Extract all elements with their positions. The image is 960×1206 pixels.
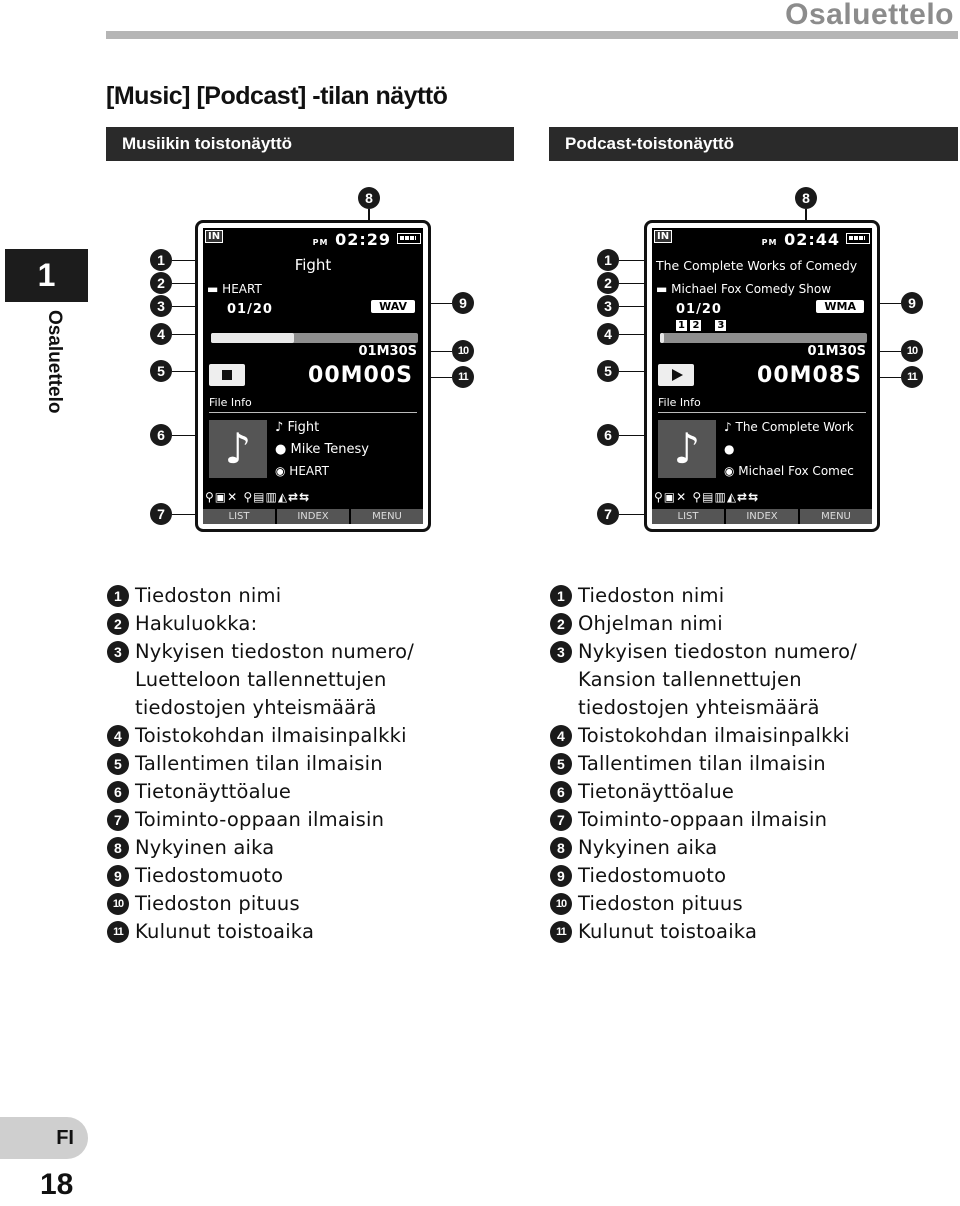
legend-text: Tiedoston pituus bbox=[578, 892, 743, 915]
file-info-label: File Info bbox=[209, 396, 252, 409]
legend-text: Tallentimen tilan ilmaisin bbox=[135, 752, 383, 775]
elapsed-time: 00M08S bbox=[757, 363, 862, 388]
legend-text: Tiedoston pituus bbox=[135, 892, 300, 915]
legend-item bbox=[550, 890, 930, 918]
legend-text: Nykyinen aika bbox=[135, 836, 275, 859]
folder-icon: ▬ bbox=[207, 282, 219, 296]
callout-line bbox=[619, 283, 645, 284]
battery-icon bbox=[846, 233, 870, 244]
softkey-menu[interactable]: MENU bbox=[800, 509, 872, 524]
folder-row: ▬ Michael Fox Comedy Show bbox=[656, 282, 832, 296]
play-icon bbox=[658, 364, 694, 386]
callout-badge: 8 bbox=[107, 837, 129, 859]
softkey-bar bbox=[203, 509, 423, 524]
callout-badge: 2 bbox=[107, 613, 129, 635]
callout-7: 7 bbox=[597, 503, 619, 525]
callout-line bbox=[879, 303, 901, 304]
legend-text: Tietonäyttöalue bbox=[578, 780, 735, 803]
legend-music bbox=[107, 582, 487, 946]
music-note-icon: ♪ bbox=[275, 420, 288, 435]
person-icon: ● bbox=[724, 442, 735, 456]
file-info-label: File Info bbox=[658, 396, 701, 409]
callout-line bbox=[430, 377, 452, 378]
callout-2: 2 bbox=[597, 272, 619, 294]
legend-item bbox=[550, 778, 930, 806]
legend-text: Nykyisen tiedoston numero/ Kansion tallennettujen tiedostojen yhteismäärä bbox=[578, 640, 858, 719]
callout-badge: 5 bbox=[550, 753, 572, 775]
info-album: ◉ HEART bbox=[275, 464, 329, 478]
section-bar-music: Musiikin toistonäyttö bbox=[106, 127, 514, 161]
legend-podcast bbox=[550, 582, 930, 946]
callout-6: 6 bbox=[150, 424, 172, 446]
callout-9: 9 bbox=[901, 292, 923, 314]
legend-item bbox=[550, 610, 930, 638]
folder-icon: ▬ bbox=[656, 282, 668, 296]
callout-8: 8 bbox=[358, 187, 380, 209]
callout-3: 3 bbox=[597, 295, 619, 317]
callout-1: 1 bbox=[150, 249, 172, 271]
callout-badge: 6 bbox=[550, 781, 572, 803]
callout-7: 7 bbox=[150, 503, 172, 525]
legend-text: Kulunut toistoaika bbox=[578, 920, 758, 943]
file-length: 01M30S bbox=[358, 344, 417, 359]
music-note-icon: ♪ bbox=[724, 420, 736, 434]
function-icons-row: ⚲▣✕ ⚲▤▥◭⇄⇆ bbox=[205, 490, 311, 504]
current-time: PM 02:44 bbox=[761, 230, 840, 249]
callout-8: 8 bbox=[795, 187, 817, 209]
index-mark: 2 bbox=[692, 320, 700, 331]
legend-item bbox=[550, 918, 930, 946]
callout-11: 11 bbox=[452, 366, 474, 388]
callout-1: 1 bbox=[597, 249, 619, 271]
legend-text: Toiminto-oppaan ilmaisin bbox=[135, 808, 385, 831]
music-note-icon: ♪ bbox=[658, 420, 716, 478]
legend-item bbox=[107, 778, 487, 806]
folder-row: ▬ HEART bbox=[207, 282, 262, 296]
disc-icon: ◉ bbox=[275, 464, 290, 478]
callout-badge: 10 bbox=[550, 893, 572, 915]
legend-item bbox=[107, 862, 487, 890]
legend-text: Tietonäyttöalue bbox=[135, 780, 292, 803]
lcd-display bbox=[652, 228, 872, 524]
callout-3: 3 bbox=[150, 295, 172, 317]
legend-item bbox=[107, 918, 487, 946]
legend-text: Tiedostomuoto bbox=[135, 864, 284, 887]
file-number: 01/20 bbox=[227, 302, 273, 317]
legend-text: Kulunut toistoaika bbox=[135, 920, 315, 943]
callout-line bbox=[619, 260, 645, 261]
legend-item bbox=[550, 834, 930, 862]
index-marks bbox=[676, 320, 726, 331]
callout-line bbox=[619, 435, 645, 436]
legend-item bbox=[550, 722, 930, 750]
file-title: The Complete Works of Comedy bbox=[656, 258, 858, 273]
softkey-index[interactable]: INDEX bbox=[277, 509, 349, 524]
legend-item bbox=[107, 750, 487, 778]
index-mark: 3 bbox=[717, 320, 725, 331]
callout-11: 11 bbox=[901, 366, 923, 388]
chapter-side-label: Osaluettelo bbox=[44, 310, 65, 414]
progress-fill bbox=[211, 333, 294, 343]
callout-5: 5 bbox=[597, 360, 619, 382]
callout-line bbox=[430, 351, 452, 352]
page-number: 18 bbox=[40, 1168, 74, 1201]
callout-badge: 6 bbox=[107, 781, 129, 803]
callout-4: 4 bbox=[150, 323, 172, 345]
progress-fill bbox=[660, 333, 664, 343]
legend-text: Toiminto-oppaan ilmaisin bbox=[578, 808, 828, 831]
callout-line bbox=[879, 377, 901, 378]
callout-badge: 11 bbox=[107, 921, 129, 943]
callout-badge: 11 bbox=[550, 921, 572, 943]
legend-item bbox=[550, 862, 930, 890]
index-mark: 1 bbox=[678, 320, 685, 331]
callout-badge: 3 bbox=[550, 641, 572, 663]
callout-badge: 9 bbox=[107, 865, 129, 887]
callout-line bbox=[619, 514, 645, 515]
file-title: Fight bbox=[294, 256, 332, 274]
file-format-badge: WMA bbox=[816, 300, 864, 313]
legend-item bbox=[107, 582, 487, 610]
input-indicator: IN bbox=[205, 230, 223, 243]
softkey-list[interactable]: LIST bbox=[652, 509, 724, 524]
legend-text: Tiedoston nimi bbox=[135, 584, 282, 607]
callout-line bbox=[879, 351, 901, 352]
device-screen-podcast bbox=[644, 220, 880, 532]
progress-bar bbox=[660, 333, 867, 343]
person-icon: ● bbox=[275, 442, 291, 457]
lcd-display bbox=[203, 228, 423, 524]
callout-2: 2 bbox=[150, 272, 172, 294]
device-screen-music bbox=[195, 220, 431, 532]
softkey-menu[interactable]: MENU bbox=[351, 509, 423, 524]
callout-badge: 7 bbox=[107, 809, 129, 831]
legend-item bbox=[550, 582, 930, 610]
legend-item bbox=[550, 638, 930, 722]
callout-line bbox=[619, 371, 645, 372]
legend-item bbox=[107, 806, 487, 834]
legend-text: Toistokohdan ilmaisinpalkki bbox=[578, 724, 850, 747]
battery-icon bbox=[397, 233, 421, 244]
elapsed-time: 00M00S bbox=[308, 363, 413, 388]
callout-badge: 3 bbox=[107, 641, 129, 663]
file-length: 01M30S bbox=[807, 344, 866, 359]
callout-4: 4 bbox=[597, 323, 619, 345]
legend-text: Nykyisen tiedoston numero/ Luetteloon tallennettujen tiedostojen yhteismäärä bbox=[135, 640, 415, 719]
info-album: ◉ Michael Fox Comec bbox=[724, 464, 854, 478]
legend-item bbox=[107, 890, 487, 918]
file-format-badge: WAV bbox=[371, 300, 415, 313]
disc-icon: ◉ bbox=[724, 464, 739, 478]
current-time: PM 02:29 bbox=[312, 230, 391, 249]
callout-badge: 1 bbox=[107, 585, 129, 607]
callout-6: 6 bbox=[597, 424, 619, 446]
callout-badge: 8 bbox=[550, 837, 572, 859]
file-number: 01/20 bbox=[676, 302, 722, 317]
callout-badge: 7 bbox=[550, 809, 572, 831]
callout-10: 10 bbox=[452, 340, 474, 362]
callout-10: 10 bbox=[901, 340, 923, 362]
running-header: Osaluettelo bbox=[785, 0, 954, 31]
section-bar-podcast: Podcast-toistonäyttö bbox=[549, 127, 958, 161]
callout-badge: 2 bbox=[550, 613, 572, 635]
callout-badge: 10 bbox=[107, 893, 129, 915]
callout-badge: 5 bbox=[107, 753, 129, 775]
music-note-icon: ♪ bbox=[209, 420, 267, 478]
legend-item bbox=[107, 610, 487, 638]
divider bbox=[658, 412, 866, 413]
info-artist bbox=[724, 442, 734, 456]
legend-text: Tiedoston nimi bbox=[578, 584, 725, 607]
language-tab: FI bbox=[0, 1117, 88, 1159]
legend-item bbox=[550, 750, 930, 778]
callout-5: 5 bbox=[150, 360, 172, 382]
info-artist: ● Mike Tenesy bbox=[275, 442, 369, 457]
legend-text: Hakuluokka: bbox=[135, 612, 258, 635]
info-title: ♪ Fight bbox=[275, 420, 320, 435]
chapter-tab: 1 bbox=[5, 249, 88, 302]
legend-item bbox=[107, 638, 487, 722]
softkey-bar bbox=[652, 509, 872, 524]
legend-item bbox=[550, 806, 930, 834]
legend-text: Tallentimen tilan ilmaisin bbox=[578, 752, 826, 775]
callout-badge: 9 bbox=[550, 865, 572, 887]
info-title: ♪ The Complete Work bbox=[724, 420, 854, 434]
header-rule bbox=[106, 31, 958, 39]
callout-9: 9 bbox=[452, 292, 474, 314]
legend-item bbox=[107, 834, 487, 862]
divider bbox=[209, 412, 417, 413]
input-indicator: IN bbox=[654, 230, 672, 243]
legend-item bbox=[107, 722, 487, 750]
callout-line bbox=[619, 306, 645, 307]
callout-badge: 4 bbox=[550, 725, 572, 747]
legend-text: Tiedostomuoto bbox=[578, 864, 727, 887]
softkey-index[interactable]: INDEX bbox=[726, 509, 798, 524]
page-heading: [Music] [Podcast] -tilan näyttö bbox=[106, 82, 448, 110]
progress-bar bbox=[211, 333, 418, 343]
legend-text: Ohjelman nimi bbox=[578, 612, 723, 635]
callout-line bbox=[430, 303, 452, 304]
callout-badge: 4 bbox=[107, 725, 129, 747]
stop-icon bbox=[209, 364, 245, 386]
legend-text: Toistokohdan ilmaisinpalkki bbox=[135, 724, 407, 747]
callout-line bbox=[619, 334, 645, 335]
legend-text: Nykyinen aika bbox=[578, 836, 718, 859]
softkey-list[interactable]: LIST bbox=[203, 509, 275, 524]
function-icons-row: ⚲▣✕ ⚲▤▥◭⇄⇆ bbox=[654, 490, 760, 504]
callout-badge: 1 bbox=[550, 585, 572, 607]
